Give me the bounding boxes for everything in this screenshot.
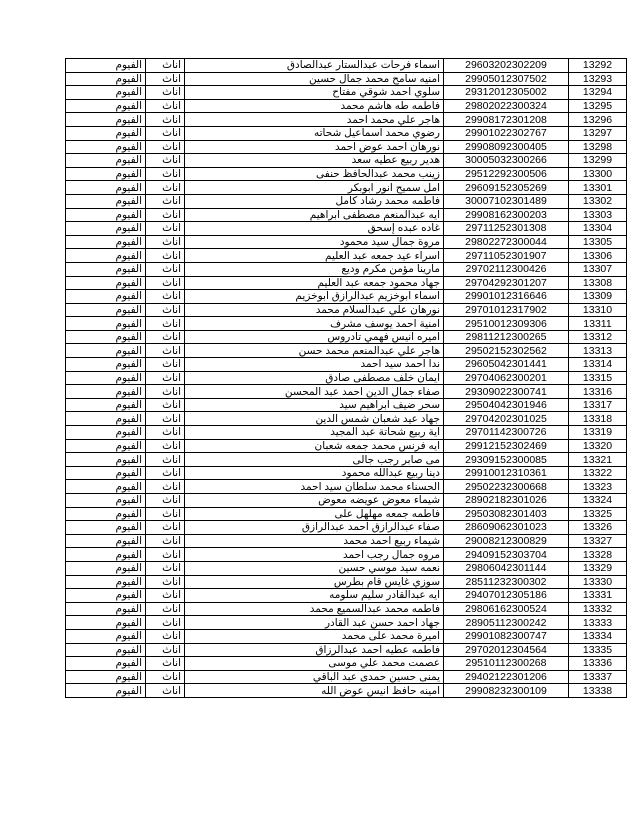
serial-number-cell: 13303	[569, 208, 627, 222]
national-id-cell: 29502232300668	[444, 480, 569, 494]
table-row	[66, 507, 627, 521]
gender-cell: اناث	[146, 480, 185, 494]
national-id-cell: 29802272300044	[444, 235, 569, 249]
gender-cell: اناث	[146, 561, 185, 575]
gender-cell: اناث	[146, 494, 185, 508]
governorate-cell: الفيوم	[66, 303, 146, 317]
name-cell: مى صابر رجب جالى	[185, 453, 444, 467]
gender-cell: اناث	[146, 575, 185, 589]
serial-number-cell: 13332	[569, 602, 627, 616]
governorate-cell: الفيوم	[66, 657, 146, 671]
gender-cell: اناث	[146, 167, 185, 181]
table-row	[66, 371, 627, 385]
roster-table	[65, 58, 627, 698]
governorate-cell: الفيوم	[66, 453, 146, 467]
governorate-cell: الفيوم	[66, 371, 146, 385]
table-row	[66, 330, 627, 344]
governorate-cell: الفيوم	[66, 344, 146, 358]
serial-number-cell: 13311	[569, 317, 627, 331]
national-id-cell: 29312012305002	[444, 86, 569, 100]
national-id-cell: 29702112300426	[444, 262, 569, 276]
name-cell: فاطمه عطيه احمد عبدالرزاق	[185, 643, 444, 657]
governorate-cell: الفيوم	[66, 276, 146, 290]
serial-number-cell: 13299	[569, 154, 627, 168]
name-cell: ايه عبدالقادر سليم سلومه	[185, 589, 444, 603]
name-cell: امنيه سامح محمد جمال حسين	[185, 72, 444, 86]
name-cell: هاجر علي عبدالمنعم محمد حسن	[185, 344, 444, 358]
governorate-cell: الفيوم	[66, 262, 146, 276]
serial-number-cell: 13334	[569, 629, 627, 643]
national-id-cell: 29701012317902	[444, 303, 569, 317]
gender-cell: اناث	[146, 453, 185, 467]
serial-number-cell: 13330	[569, 575, 627, 589]
gender-cell: اناث	[146, 330, 185, 344]
national-id-cell: 29901012316646	[444, 290, 569, 304]
name-cell: امينه حافظ انيس عوض الله	[185, 684, 444, 698]
serial-number-cell: 13297	[569, 126, 627, 140]
national-id-cell: 29702012304564	[444, 643, 569, 657]
serial-number-cell: 13325	[569, 507, 627, 521]
name-cell: جهاد عيد شعبان شمس الدين	[185, 412, 444, 426]
name-cell: زينب محمد عبدالحافظ حنفى	[185, 167, 444, 181]
table-row	[66, 344, 627, 358]
serial-number-cell: 13320	[569, 439, 627, 453]
governorate-cell: الفيوم	[66, 548, 146, 562]
serial-number-cell: 13333	[569, 616, 627, 630]
serial-number-cell: 13335	[569, 643, 627, 657]
national-id-cell: 29806162300524	[444, 602, 569, 616]
serial-number-cell: 13302	[569, 194, 627, 208]
serial-number-cell: 13336	[569, 657, 627, 671]
national-id-cell: 29510112300268	[444, 657, 569, 671]
national-id-cell: 29503082301403	[444, 507, 569, 521]
table-row	[66, 480, 627, 494]
governorate-cell: الفيوم	[66, 398, 146, 412]
national-id-cell: 29504042301946	[444, 398, 569, 412]
national-id-cell: 29711052301907	[444, 249, 569, 263]
national-id-cell: 28511232300302	[444, 575, 569, 589]
table-row	[66, 426, 627, 440]
name-cell: هدير ربيع عطيه سعد	[185, 154, 444, 168]
gender-cell: اناث	[146, 194, 185, 208]
table-row	[66, 561, 627, 575]
national-id-cell: 28905112300242	[444, 616, 569, 630]
name-cell: فاطمه محمد رشاد كامل	[185, 194, 444, 208]
governorate-cell: الفيوم	[66, 59, 146, 73]
governorate-cell: الفيوم	[66, 521, 146, 535]
gender-cell: اناث	[146, 602, 185, 616]
serial-number-cell: 13319	[569, 426, 627, 440]
gender-cell: اناث	[146, 643, 185, 657]
serial-number-cell: 13338	[569, 684, 627, 698]
governorate-cell: الفيوم	[66, 249, 146, 263]
gender-cell: اناث	[146, 181, 185, 195]
national-id-cell: 29309022300741	[444, 385, 569, 399]
serial-number-cell: 13314	[569, 358, 627, 372]
national-id-cell: 29908092300405	[444, 140, 569, 154]
name-cell: اسماء فرحات عبدالستار عبدالصادق	[185, 59, 444, 73]
governorate-cell: الفيوم	[66, 194, 146, 208]
name-cell: نورهان علي عبدالسلام محمد	[185, 303, 444, 317]
serial-number-cell: 13317	[569, 398, 627, 412]
governorate-cell: الفيوم	[66, 616, 146, 630]
gender-cell: اناث	[146, 426, 185, 440]
serial-number-cell: 13322	[569, 466, 627, 480]
national-id-cell: 29309152300085	[444, 453, 569, 467]
serial-number-cell: 13331	[569, 589, 627, 603]
table-row	[66, 629, 627, 643]
national-id-cell: 29905012307502	[444, 72, 569, 86]
national-id-cell: 29512292300506	[444, 167, 569, 181]
governorate-cell: الفيوم	[66, 684, 146, 698]
name-cell: اسماء ابوخزيم عبدالرازق ابوخزيم	[185, 290, 444, 304]
gender-cell: اناث	[146, 629, 185, 643]
governorate-cell: الفيوم	[66, 480, 146, 494]
governorate-cell: الفيوم	[66, 126, 146, 140]
serial-number-cell: 13312	[569, 330, 627, 344]
table-row	[66, 59, 627, 73]
table-row	[66, 385, 627, 399]
name-cell: سوزي غايس قام بطرس	[185, 575, 444, 589]
national-id-cell: 29910012310361	[444, 466, 569, 480]
table-row	[66, 194, 627, 208]
table-row	[66, 494, 627, 508]
gender-cell: اناث	[146, 262, 185, 276]
national-id-cell: 29802022300324	[444, 99, 569, 113]
national-id-cell: 30007102301489	[444, 194, 569, 208]
gender-cell: اناث	[146, 99, 185, 113]
serial-number-cell: 13298	[569, 140, 627, 154]
name-cell: ايه فرنس محمد جمعه شعبان	[185, 439, 444, 453]
governorate-cell: الفيوم	[66, 466, 146, 480]
governorate-cell: الفيوم	[66, 670, 146, 684]
table-row	[66, 99, 627, 113]
name-cell: جهاد احمد حسن عبد القادر	[185, 616, 444, 630]
name-cell: شيماء معوض عويضه معوض	[185, 494, 444, 508]
name-cell: فاطمه جمعه مهلهل على	[185, 507, 444, 521]
national-id-cell: 29704202301025	[444, 412, 569, 426]
gender-cell: اناث	[146, 222, 185, 236]
serial-number-cell: 13305	[569, 235, 627, 249]
national-id-cell: 29806042301144	[444, 561, 569, 575]
name-cell: عصمت محمد علي موسى	[185, 657, 444, 671]
governorate-cell: الفيوم	[66, 385, 146, 399]
serial-number-cell: 13294	[569, 86, 627, 100]
table-row	[66, 358, 627, 372]
national-id-cell: 28902182301026	[444, 494, 569, 508]
table-row	[66, 453, 627, 467]
serial-number-cell: 13326	[569, 521, 627, 535]
serial-number-cell: 13337	[569, 670, 627, 684]
serial-number-cell: 13300	[569, 167, 627, 181]
table-row	[66, 398, 627, 412]
national-id-cell: 29908232300109	[444, 684, 569, 698]
national-id-cell: 29711252301308	[444, 222, 569, 236]
national-id-cell: 29704062300201	[444, 371, 569, 385]
gender-cell: اناث	[146, 371, 185, 385]
gender-cell: اناث	[146, 154, 185, 168]
table-row	[66, 86, 627, 100]
gender-cell: اناث	[146, 657, 185, 671]
national-id-cell: 29901082300747	[444, 629, 569, 643]
gender-cell: اناث	[146, 208, 185, 222]
name-cell: اية ربيع شحاتة عبد المجيد	[185, 426, 444, 440]
gender-cell: اناث	[146, 344, 185, 358]
table-row	[66, 303, 627, 317]
governorate-cell: الفيوم	[66, 330, 146, 344]
gender-cell: اناث	[146, 548, 185, 562]
governorate-cell: الفيوم	[66, 589, 146, 603]
roster-body	[66, 59, 627, 698]
table-row	[66, 208, 627, 222]
national-id-cell: 29402122301206	[444, 670, 569, 684]
name-cell: الحسناء محمد سلطان سيد احمد	[185, 480, 444, 494]
governorate-cell: الفيوم	[66, 181, 146, 195]
governorate-cell: الفيوم	[66, 561, 146, 575]
table-row	[66, 276, 627, 290]
serial-number-cell: 13293	[569, 72, 627, 86]
serial-number-cell: 13301	[569, 181, 627, 195]
name-cell: سحر ضيف ابراهيم سيد	[185, 398, 444, 412]
gender-cell: اناث	[146, 317, 185, 331]
national-id-cell: 29603202302209	[444, 59, 569, 73]
serial-number-cell: 13310	[569, 303, 627, 317]
table-row	[66, 317, 627, 331]
national-id-cell: 29008212300829	[444, 534, 569, 548]
national-id-cell: 29409152303704	[444, 548, 569, 562]
table-row	[66, 113, 627, 127]
table-row	[66, 466, 627, 480]
gender-cell: اناث	[146, 521, 185, 535]
name-cell: مارينا مؤمن مكرم وديع	[185, 262, 444, 276]
name-cell: امنية احمد يوسف مشرف	[185, 317, 444, 331]
serial-number-cell: 13316	[569, 385, 627, 399]
gender-cell: اناث	[146, 59, 185, 73]
table-row	[66, 72, 627, 86]
governorate-cell: الفيوم	[66, 167, 146, 181]
name-cell: اسراء عيد جمعه عبد العليم	[185, 249, 444, 263]
name-cell: فاطمه محمد عبدالسميع محمد	[185, 602, 444, 616]
gender-cell: اناث	[146, 303, 185, 317]
name-cell: مروه جمال رجب احمد	[185, 548, 444, 562]
name-cell: غاده عبده إسحق	[185, 222, 444, 236]
gender-cell: اناث	[146, 126, 185, 140]
governorate-cell: الفيوم	[66, 317, 146, 331]
serial-number-cell: 13306	[569, 249, 627, 263]
name-cell: اميرة محمد على محمد	[185, 629, 444, 643]
governorate-cell: الفيوم	[66, 113, 146, 127]
table-row	[66, 140, 627, 154]
national-id-cell: 29908162300203	[444, 208, 569, 222]
name-cell: اميره انيس فهمي تادروس	[185, 330, 444, 344]
table-row	[66, 643, 627, 657]
governorate-cell: الفيوم	[66, 412, 146, 426]
table-row	[66, 290, 627, 304]
name-cell: ايه عبدالمنعم مصطفى ابراهيم	[185, 208, 444, 222]
serial-number-cell: 13329	[569, 561, 627, 575]
name-cell: هاجر علي محمد احمد	[185, 113, 444, 127]
governorate-cell: الفيوم	[66, 72, 146, 86]
table-row	[66, 602, 627, 616]
table-row	[66, 548, 627, 562]
table-row	[66, 684, 627, 698]
table-row	[66, 235, 627, 249]
name-cell: نورهان احمد عوض احمد	[185, 140, 444, 154]
national-id-cell: 29811212300265	[444, 330, 569, 344]
gender-cell: اناث	[146, 358, 185, 372]
table-row	[66, 575, 627, 589]
table-row	[66, 249, 627, 263]
serial-number-cell: 13327	[569, 534, 627, 548]
governorate-cell: الفيوم	[66, 643, 146, 657]
national-id-cell: 29502152302562	[444, 344, 569, 358]
serial-number-cell: 13323	[569, 480, 627, 494]
gender-cell: اناث	[146, 466, 185, 480]
name-cell: ايمان خلف مصطفى صادق	[185, 371, 444, 385]
table-row	[66, 521, 627, 535]
serial-number-cell: 13315	[569, 371, 627, 385]
serial-number-cell: 13309	[569, 290, 627, 304]
gender-cell: اناث	[146, 276, 185, 290]
national-id-cell: 30005032300266	[444, 154, 569, 168]
gender-cell: اناث	[146, 439, 185, 453]
table-row	[66, 222, 627, 236]
table-row	[66, 126, 627, 140]
gender-cell: اناث	[146, 684, 185, 698]
table-row	[66, 534, 627, 548]
gender-cell: اناث	[146, 534, 185, 548]
table-row	[66, 616, 627, 630]
serial-number-cell: 13292	[569, 59, 627, 73]
serial-number-cell: 13313	[569, 344, 627, 358]
national-id-cell: 29912152302469	[444, 439, 569, 453]
gender-cell: اناث	[146, 589, 185, 603]
gender-cell: اناث	[146, 235, 185, 249]
governorate-cell: الفيوم	[66, 154, 146, 168]
serial-number-cell: 13296	[569, 113, 627, 127]
table-row	[66, 670, 627, 684]
name-cell: نعمه سيد موسي حسين	[185, 561, 444, 575]
governorate-cell: الفيوم	[66, 222, 146, 236]
national-id-cell: 29407012305186	[444, 589, 569, 603]
serial-number-cell: 13328	[569, 548, 627, 562]
serial-number-cell: 13308	[569, 276, 627, 290]
national-id-cell: 29510012309306	[444, 317, 569, 331]
name-cell: دينا ربيع عبدالله محمود	[185, 466, 444, 480]
gender-cell: اناث	[146, 72, 185, 86]
serial-number-cell: 13295	[569, 99, 627, 113]
gender-cell: اناث	[146, 86, 185, 100]
table-row	[66, 589, 627, 603]
gender-cell: اناث	[146, 507, 185, 521]
national-id-cell: 29701142300726	[444, 426, 569, 440]
gender-cell: اناث	[146, 670, 185, 684]
governorate-cell: الفيوم	[66, 140, 146, 154]
governorate-cell: الفيوم	[66, 534, 146, 548]
name-cell: شيماء ربيع احمد محمد	[185, 534, 444, 548]
gender-cell: اناث	[146, 249, 185, 263]
governorate-cell: الفيوم	[66, 629, 146, 643]
governorate-cell: الفيوم	[66, 575, 146, 589]
table-row	[66, 154, 627, 168]
name-cell: ندا احمد سيد احمد	[185, 358, 444, 372]
national-id-cell: 29704292301207	[444, 276, 569, 290]
gender-cell: اناث	[146, 113, 185, 127]
name-cell: امل سميح انور ابوبكر	[185, 181, 444, 195]
serial-number-cell: 13307	[569, 262, 627, 276]
gender-cell: اناث	[146, 140, 185, 154]
name-cell: مروة جمال سيد محمود	[185, 235, 444, 249]
governorate-cell: الفيوم	[66, 99, 146, 113]
table-row	[66, 412, 627, 426]
table-row	[66, 167, 627, 181]
governorate-cell: الفيوم	[66, 494, 146, 508]
name-cell: فاطمه طه هاشم محمد	[185, 99, 444, 113]
serial-number-cell: 13318	[569, 412, 627, 426]
national-id-cell: 29609152305269	[444, 181, 569, 195]
gender-cell: اناث	[146, 290, 185, 304]
governorate-cell: الفيوم	[66, 86, 146, 100]
governorate-cell: الفيوم	[66, 358, 146, 372]
governorate-cell: الفيوم	[66, 602, 146, 616]
governorate-cell: الفيوم	[66, 439, 146, 453]
name-cell: صفاء عبدالرازق احمد عبدالرازق	[185, 521, 444, 535]
name-cell: جهاد محمود جمعه عبد العليم	[185, 276, 444, 290]
governorate-cell: الفيوم	[66, 208, 146, 222]
table-row	[66, 657, 627, 671]
governorate-cell: الفيوم	[66, 507, 146, 521]
gender-cell: اناث	[146, 412, 185, 426]
governorate-cell: الفيوم	[66, 426, 146, 440]
national-id-cell: 29605042301441	[444, 358, 569, 372]
table-row	[66, 181, 627, 195]
table-row	[66, 439, 627, 453]
governorate-cell: الفيوم	[66, 290, 146, 304]
governorate-cell: الفيوم	[66, 235, 146, 249]
name-cell: رضوي محمد اسماعيل شحاته	[185, 126, 444, 140]
serial-number-cell: 13304	[569, 222, 627, 236]
gender-cell: اناث	[146, 398, 185, 412]
table-row	[66, 262, 627, 276]
national-id-cell: 28609062301023	[444, 521, 569, 535]
serial-number-cell: 13324	[569, 494, 627, 508]
gender-cell: اناث	[146, 616, 185, 630]
national-id-cell: 29901022302767	[444, 126, 569, 140]
gender-cell: اناث	[146, 385, 185, 399]
name-cell: يمنى حسين حمدى عبد الباقي	[185, 670, 444, 684]
name-cell: صفاء جمال الدين احمد عبد المحسن	[185, 385, 444, 399]
name-cell: سلوي احمد شوقي مفتاح	[185, 86, 444, 100]
national-id-cell: 29908172301208	[444, 113, 569, 127]
serial-number-cell: 13321	[569, 453, 627, 467]
